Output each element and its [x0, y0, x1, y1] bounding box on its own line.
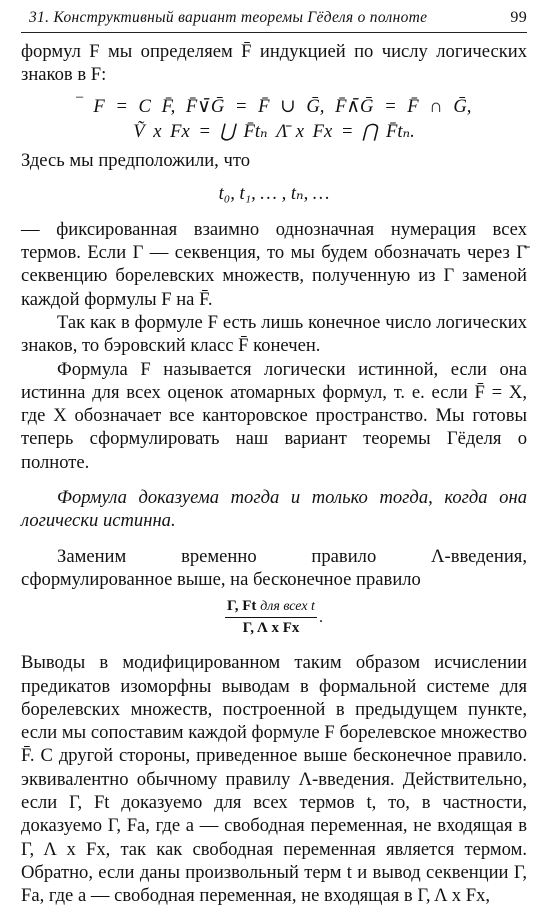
formula-line-2: Ṽ x Fx = ⋃ F̄tₙ Λ̄ x Fx = ⋂ F̄tₙ. — [133, 120, 415, 142]
assumption-line: Здесь мы предположили, что — [21, 150, 250, 172]
rule-fraction — [225, 597, 317, 637]
terms-sequence: t₀, t₁, … , tₙ, … — [218, 183, 330, 205]
paragraph-3: Формула F называется логически истинной, если она истинна для всех оценок атомарных формул, т. е. если F̄ = X, где X обозначает все канторовское пространство. Мы готовы теперь сформулировать наш вариант теоремы Гёделя о полноте. — [21, 358, 527, 473]
page-number: 99 — [510, 9, 527, 26]
paragraph-4: Заменим временно правило Λ-введения, сформулированное выше, на бесконечное правило — [21, 545, 527, 590]
paragraph-5: Выводы в модифицированном таким образом исчислении предикатов изоморфны выводам в формальной системе для борелевских множеств, построенной в предыдущем пункте, если мы сопоставим каждой формуле F борелевское множество F̄. С другой стороны, приведенное выше бесконечное правило. эквивалентно обычному правилу Λ-введения. Действительно, если Γ, Ft доказуемо для всех термов t, то, в частности, доказуемо Γ, Fa, где a — свободная переменная, не входящая в Γ, Λ x Fx, так как свободная переменная является термом. Обратно, если даны произвольный терм t и вывод секвенции Γ, Fa, где a — свободная переменная, не входящая в Γ, Λ x Fx, — [21, 652, 527, 907]
running-header — [21, 6, 527, 33]
infinite-rule — [21, 597, 527, 637]
rule-premise: Γ, Ft — [227, 598, 257, 615]
paragraph-1: — фиксированная взаимно однозначная нумерация всех термов. Если Γ — секвенция, то мы будем обозначать через Γ̄ секвенцию борелевских множеств, полученную из Γ заменой каждой формулы F на F̄. — [21, 218, 527, 310]
paragraph-2: Так как в формуле F есть лишь конечное число логических знаков, то бэровский класс F̄ конечен. — [21, 311, 527, 357]
theorem-statement: Формула доказуема тогда и только тогда, когда она логически истинна. — [21, 487, 527, 532]
formula-line-1: ‾ F = C F̄, F̄∨̄Ḡ = F̄ ∪ Ḡ, F̄∧̄Ḡ = F̄ ∩ Ḡ, — [76, 95, 472, 117]
rule-premise-note: для всех t — [260, 599, 315, 615]
intro-paragraph: формул F мы определяем F̄ индукцией по числу логических знаков в F: — [21, 41, 527, 86]
rule-denominator: Γ, Λ x Fx — [242, 620, 300, 637]
running-title: 31. Конструктивный вариант теоремы Гёделя о полноте — [29, 9, 428, 26]
rule-end-dot: . — [318, 608, 323, 626]
page-body — [21, 40, 527, 908]
rule-numerator — [225, 597, 317, 618]
spacer — [21, 533, 527, 545]
